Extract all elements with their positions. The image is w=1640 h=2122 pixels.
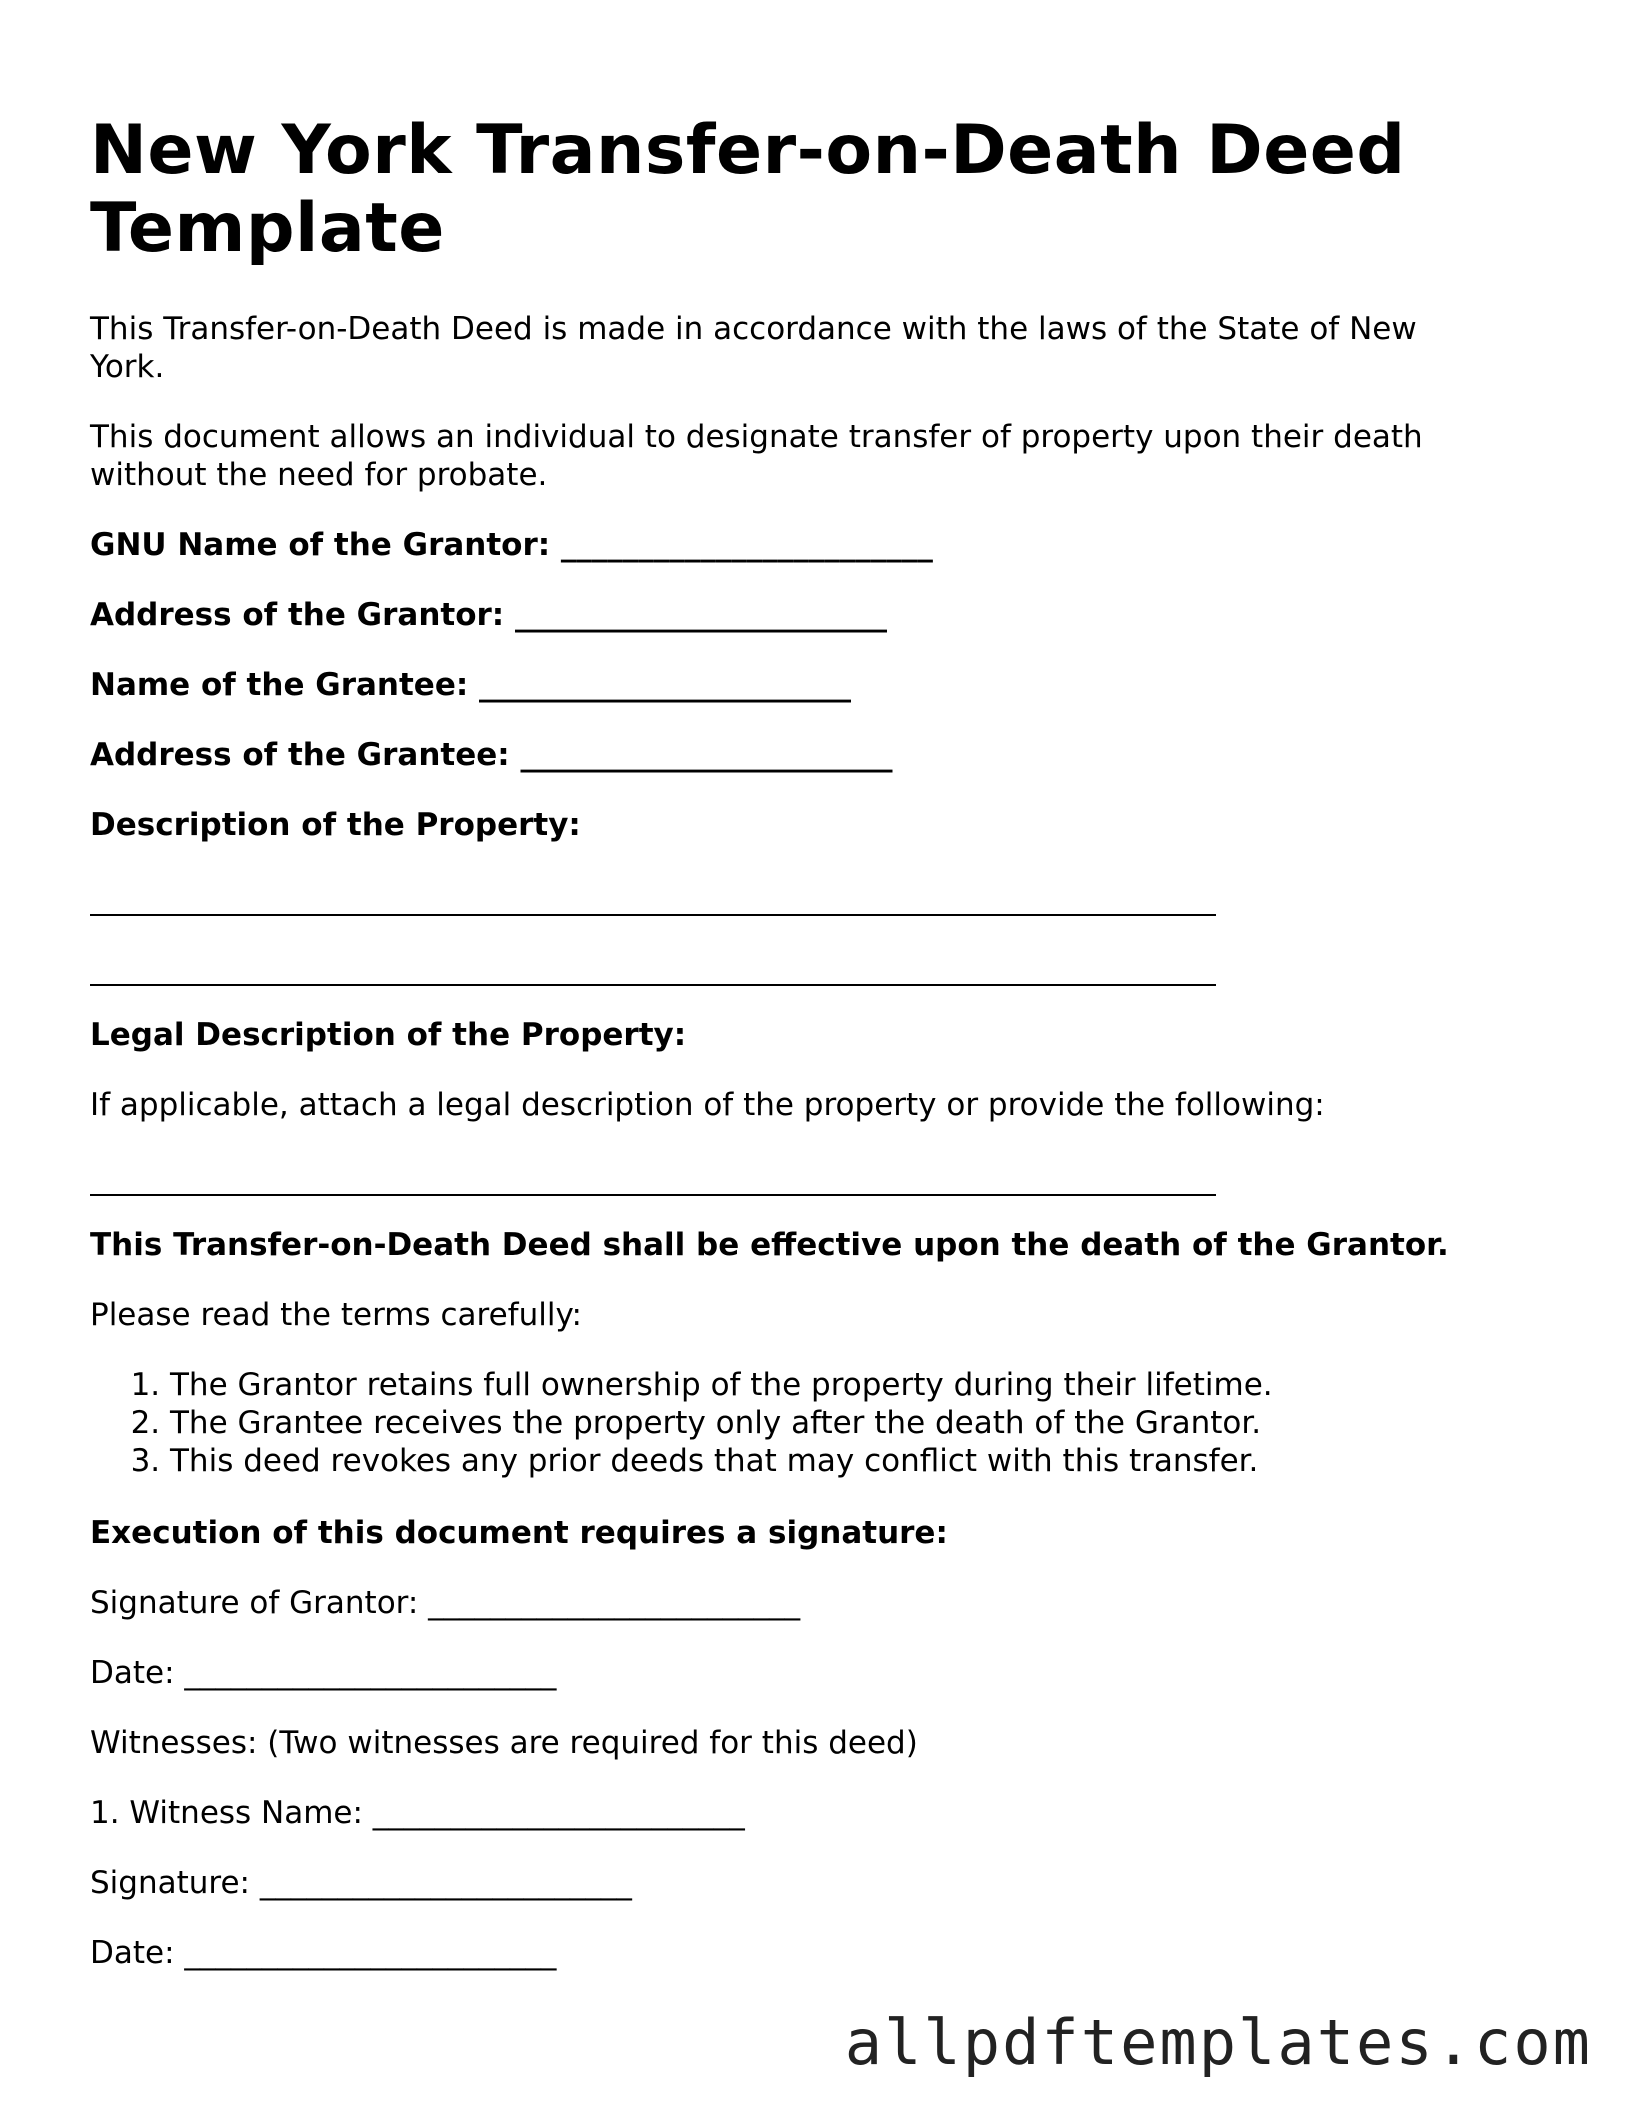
witnesses-note: Witnesses: (Two witnesses are required for this deed) — [90, 1725, 918, 1761]
legal-description-instruction: If applicable, attach a legal description of the property or provide the following: — [90, 1087, 1325, 1123]
effective-statement: This Transfer-on-Death Deed shall be effective upon the death of the Grantor. — [90, 1227, 1449, 1263]
witness-name-field[interactable]: 1. Witness Name: ________________________ — [90, 1795, 745, 1831]
grantor-address-field[interactable]: Address of the Grantor: ________________________ — [90, 597, 887, 633]
intro-paragraph-1: This Transfer-on-Death Deed is made in accordance with the laws of the State of New York. — [90, 311, 1417, 385]
property-description-line-1[interactable] — [90, 914, 1216, 916]
grantee-address-field[interactable]: Address of the Grantee: ________________________ — [90, 737, 893, 773]
grantor-signature-field[interactable]: Signature of Grantor: ________________________ — [90, 1585, 801, 1621]
witness-date-field[interactable]: Date: ________________________ — [90, 1935, 557, 1971]
term-item: 1. The Grantor retains full ownership of the property during their lifetime. — [170, 1366, 1273, 1404]
witness-signature-field[interactable]: Signature: ________________________ — [90, 1865, 632, 1901]
intro-paragraph-2: This document allows an individual to designate transfer of property upon their death without the need for probate. — [90, 419, 1423, 493]
execution-heading: Execution of this document requires a signature: — [90, 1515, 948, 1551]
legal-description-heading: Legal Description of the Property: — [90, 1017, 687, 1053]
grantor-date-field[interactable]: Date: ________________________ — [90, 1655, 557, 1691]
grantor-name-field[interactable]: GNU Name of the Grantor: ________________________ — [90, 527, 933, 563]
grantee-name-field[interactable]: Name of the Grantee: ________________________ — [90, 667, 852, 703]
legal-description-line[interactable] — [90, 1194, 1216, 1196]
terms-list — [90, 1366, 1273, 1480]
term-item: 3. This deed revokes any prior deeds that may conflict with this transfer. — [170, 1442, 1273, 1480]
watermark-logo: allpdftemplates.com — [844, 2006, 1592, 2079]
property-description-line-2[interactable] — [90, 984, 1216, 986]
property-description-heading: Description of the Property: — [90, 807, 581, 843]
terms-intro: Please read the terms carefully: — [90, 1297, 582, 1333]
document-title: New York Transfer-on-Death Deed Template — [90, 111, 1406, 268]
term-item: 2. The Grantee receives the property only after the death of the Grantor. — [170, 1404, 1273, 1442]
